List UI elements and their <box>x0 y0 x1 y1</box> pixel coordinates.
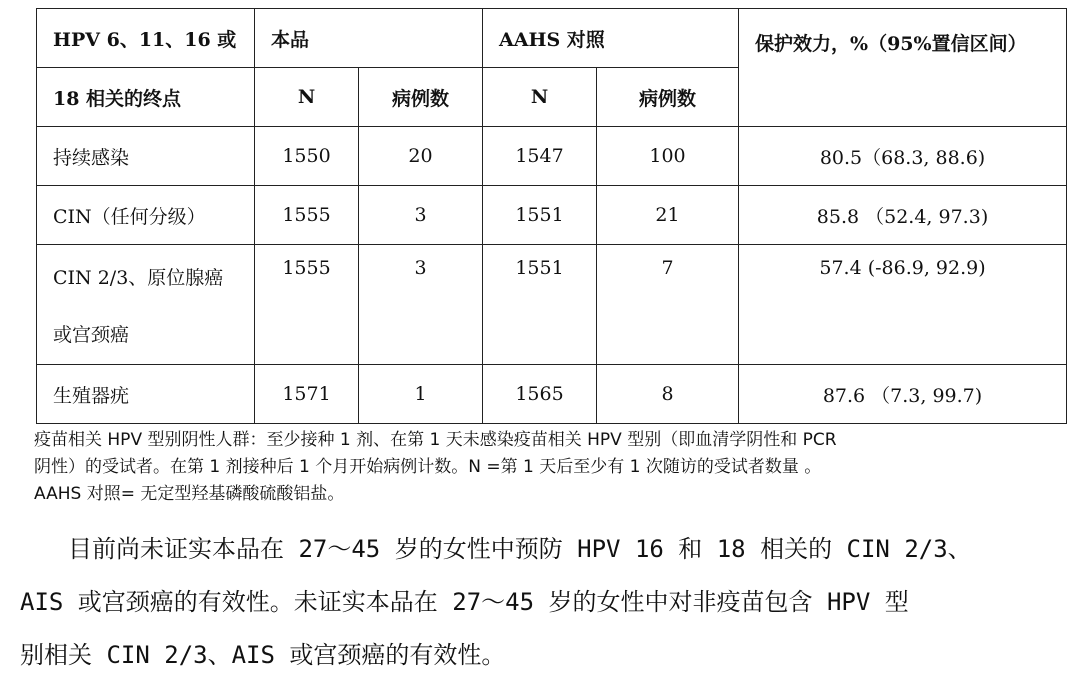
product-cases-cell: 3 <box>359 186 483 245</box>
efficacy-cell: 87.6 （7.3, 99.7) <box>739 365 1067 424</box>
product-cases-cell: 3 <box>359 245 483 365</box>
endpoint-line2: 或宫颈癌 <box>53 324 130 346</box>
paragraph-line: 别相关 CIN 2/3、AIS 或宫颈癌的有效性。 <box>20 641 506 669</box>
efficacy-cell: 80.5（68.3, 88.6) <box>739 127 1067 186</box>
control-n-header: N <box>483 68 597 127</box>
product-cases-cell: 1 <box>359 365 483 424</box>
control-cases-cell: 8 <box>597 365 739 424</box>
product-cases-cell: 20 <box>359 127 483 186</box>
product-n-cell: 1571 <box>255 365 359 424</box>
table-header-row <box>37 9 1067 68</box>
control-n-cell: 1551 <box>483 186 597 245</box>
efficacy-cell: 57.4 (-86.9, 92.9) <box>739 245 1067 365</box>
paragraph-line: 目前尚未证实本品在 27～45 岁的女性中预防 HPV 16 和 18 相关的 CIN 2/3、 <box>68 535 972 563</box>
control-n-cell: 1551 <box>483 245 597 365</box>
efficacy-cell: 85.8 （52.4, 97.3) <box>739 186 1067 245</box>
product-cases-header: 病例数 <box>359 68 483 127</box>
endpoint-header-line1: HPV 6、11、16 或 <box>37 9 255 68</box>
paragraph-line: AIS 或宫颈癌的有效性。未证实本品在 27～45 岁的女性中对非疫苗包含 HPV 型 <box>20 588 909 616</box>
control-cases-cell: 21 <box>597 186 739 245</box>
efficacy-table <box>36 8 1067 424</box>
endpoint-cell <box>37 245 255 365</box>
body-paragraph <box>20 523 1080 682</box>
table-footnote <box>34 427 1074 508</box>
product-n-cell: 1555 <box>255 186 359 245</box>
control-cases-cell: 7 <box>597 245 739 365</box>
control-n-cell: 1565 <box>483 365 597 424</box>
product-n-cell: 1555 <box>255 245 359 365</box>
endpoint-header-line2: 18 相关的终点 <box>37 68 255 127</box>
endpoint-line1: CIN 2/3、原位腺癌 <box>53 267 224 289</box>
product-n-cell: 1550 <box>255 127 359 186</box>
table-row <box>37 365 1067 424</box>
footnote-line: 阴性）的受试者。在第 1 剂接种后 1 个月开始病例计数。N =第 1 天后至少有 1 次随访的受试者数量 。 <box>34 457 822 477</box>
product-header: 本品 <box>255 9 483 68</box>
footnote-line: AAHS 对照= 无定型羟基磷酸硫酸铝盐。 <box>34 484 345 504</box>
endpoint-cell: CIN（任何分级） <box>37 186 255 245</box>
control-cases-cell: 100 <box>597 127 739 186</box>
endpoint-cell: 持续感染 <box>37 127 255 186</box>
endpoint-cell: 生殖器疣 <box>37 365 255 424</box>
table-row <box>37 127 1067 186</box>
footnote-line: 疫苗相关 HPV 型别阴性人群：至少接种 1 剂、在第 1 天未感染疫苗相关 HPV 型别（即血清学阴性和 PCR <box>34 430 837 450</box>
efficacy-header: 保护效力，%（95%置信区间） <box>739 9 1067 127</box>
table-row <box>37 186 1067 245</box>
control-cases-header: 病例数 <box>597 68 739 127</box>
table-row <box>37 245 1067 365</box>
control-n-cell: 1547 <box>483 127 597 186</box>
product-n-header: N <box>255 68 359 127</box>
control-header: AAHS 对照 <box>483 9 739 68</box>
